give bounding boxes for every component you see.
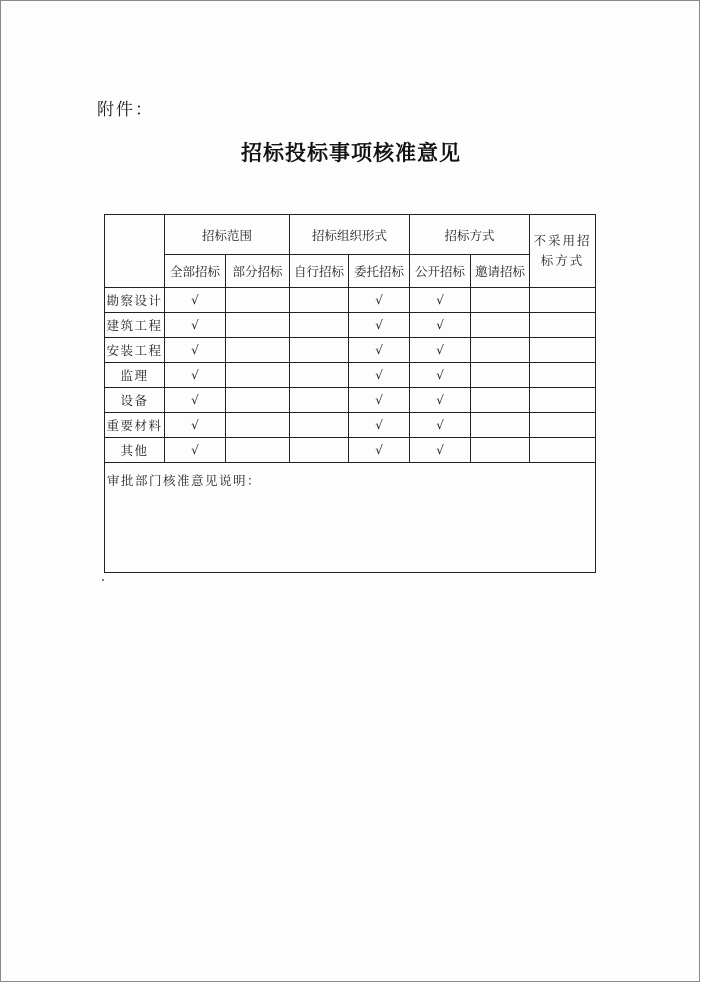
check-cell: √ [349, 338, 410, 363]
header-row-sub [105, 255, 596, 288]
row-label: 监理 [105, 363, 165, 388]
table-row [105, 388, 596, 413]
page-mark [102, 579, 104, 581]
approval-table [104, 214, 596, 573]
comments-row [105, 463, 596, 573]
table-row [105, 363, 596, 388]
table-row [105, 438, 596, 463]
check-cell [471, 313, 530, 338]
check-cell [290, 388, 349, 413]
table-body [105, 288, 596, 463]
attachment-label: 附件： [97, 100, 154, 120]
header-entrusted-tender: 委托招标 [349, 255, 410, 288]
row-label: 设备 [105, 388, 165, 413]
check-cell: √ [165, 338, 226, 363]
check-cell [471, 363, 530, 388]
check-cell: √ [165, 388, 226, 413]
check-cell [226, 313, 290, 338]
row-label: 其他 [105, 438, 165, 463]
check-cell [530, 313, 596, 338]
check-cell [290, 438, 349, 463]
check-cell: √ [165, 438, 226, 463]
check-cell [530, 338, 596, 363]
check-cell [290, 338, 349, 363]
check-cell [290, 363, 349, 388]
header-invited-tender: 邀请招标 [471, 255, 530, 288]
header-no-adopt: 不采用招标方式 [530, 215, 596, 288]
header-organization: 招标组织形式 [290, 215, 410, 255]
corner-cell [105, 215, 165, 288]
check-cell [471, 438, 530, 463]
check-cell [471, 388, 530, 413]
check-cell: √ [349, 313, 410, 338]
check-cell: √ [410, 313, 471, 338]
document-title: 招标投标事项核准意见 [241, 141, 461, 165]
header-method: 招标方式 [410, 215, 530, 255]
table-row [105, 288, 596, 313]
check-cell [471, 288, 530, 313]
check-cell [226, 363, 290, 388]
check-cell: √ [165, 363, 226, 388]
table-row [105, 413, 596, 438]
check-cell: √ [349, 438, 410, 463]
check-cell [226, 338, 290, 363]
row-label: 勘察设计 [105, 288, 165, 313]
check-cell: √ [165, 288, 226, 313]
check-cell: √ [410, 388, 471, 413]
check-cell: √ [349, 388, 410, 413]
comments-label: 审批部门核准意见说明： [105, 463, 596, 573]
check-cell [290, 313, 349, 338]
check-cell: √ [165, 413, 226, 438]
check-cell [226, 288, 290, 313]
check-cell: √ [410, 338, 471, 363]
check-cell [530, 288, 596, 313]
check-cell: √ [349, 288, 410, 313]
header-row-groups [105, 215, 596, 255]
row-label: 重要材料 [105, 413, 165, 438]
row-label: 建筑工程 [105, 313, 165, 338]
check-cell [290, 288, 349, 313]
check-cell: √ [410, 288, 471, 313]
check-cell [290, 413, 349, 438]
header-partial-tender: 部分招标 [226, 255, 290, 288]
row-label: 安装工程 [105, 338, 165, 363]
table-row [105, 338, 596, 363]
check-cell [226, 413, 290, 438]
check-cell: √ [165, 313, 226, 338]
check-cell [530, 388, 596, 413]
header-self-tender: 自行招标 [290, 255, 349, 288]
check-cell: √ [410, 438, 471, 463]
check-cell [530, 363, 596, 388]
check-cell [226, 388, 290, 413]
check-cell [226, 438, 290, 463]
header-open-tender: 公开招标 [410, 255, 471, 288]
table-row [105, 313, 596, 338]
check-cell: √ [349, 413, 410, 438]
check-cell [530, 413, 596, 438]
check-cell [530, 438, 596, 463]
check-cell: √ [349, 363, 410, 388]
check-cell: √ [410, 413, 471, 438]
check-cell [471, 338, 530, 363]
header-full-tender: 全部招标 [165, 255, 226, 288]
header-scope: 招标范围 [165, 215, 290, 255]
check-cell [471, 413, 530, 438]
check-cell: √ [410, 363, 471, 388]
